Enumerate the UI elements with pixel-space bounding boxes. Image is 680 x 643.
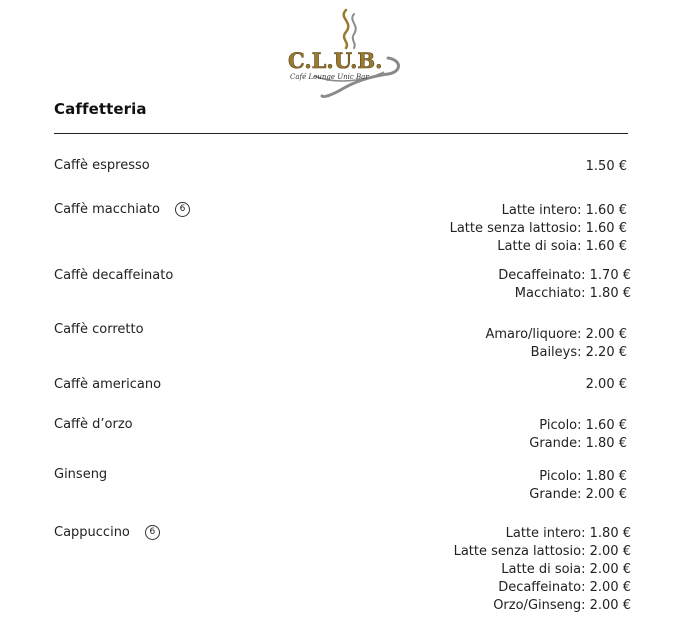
price-line: Latte intero: 1.80 € [505, 526, 631, 541]
menu-item-prices [485, 326, 627, 362]
menu-item-prices [586, 158, 627, 176]
menu-item-name: Caffè espresso [54, 158, 150, 173]
logo-tagline: Café Lounge Unic Bar [290, 73, 369, 81]
section-title: Caffetteria [54, 100, 147, 118]
menu-item-name: Caffè corretto [54, 322, 144, 337]
price-line: Baileys: 2.20 € [530, 345, 627, 360]
price-line: Grande: 1.80 € [529, 436, 627, 451]
price-line: Grande: 2.00 € [529, 487, 627, 502]
menu-item-name: Cappuccino 6 [54, 525, 160, 540]
allergen-badge: 6 [175, 202, 190, 217]
menu-item-prices [586, 376, 627, 394]
coffee-logo-icon [284, 6, 406, 102]
menu-item-name: Ginseng [54, 467, 108, 482]
price-line: Picolo: 1.80 € [539, 469, 627, 484]
price-line: Latte senza lattosio: 1.60 € [449, 221, 627, 236]
price-line: Amaro/liquore: 2.00 € [485, 327, 627, 342]
menu-item-prices [529, 417, 627, 453]
price-line: Picolo: 1.60 € [539, 418, 627, 433]
menu-item-name: Caffè decaffeinato [54, 268, 174, 283]
club-logo [284, 6, 406, 102]
price-line: 1.50 € [585, 159, 627, 174]
menu-item-name: Caffè macchiato 6 [54, 202, 190, 217]
price-line: Decaffeinato: 1.70 € [498, 268, 631, 283]
price-line: Orzo/Ginseng: 2.00 € [493, 598, 631, 613]
price-line: Latte di soia: 2.00 € [501, 562, 631, 577]
section-divider [54, 133, 628, 134]
price-line: Latte intero: 1.60 € [501, 203, 627, 218]
price-line: 2.00 € [585, 377, 627, 392]
allergen-badge: 6 [145, 525, 160, 540]
price-line: Latte di soia: 1.60 € [497, 239, 627, 254]
logo-wordmark: C.L.U.B. [288, 48, 383, 73]
price-line: Latte senza lattosio: 2.00 € [453, 544, 631, 559]
menu-item-prices [454, 525, 631, 615]
price-line: Macchiato: 1.80 € [514, 286, 631, 301]
menu-item-name: Caffè d’orzo [54, 417, 133, 432]
menu-item-name: Caffè americano [54, 377, 162, 392]
menu-item-prices [498, 267, 631, 303]
price-line: Decaffeinato: 2.00 € [498, 580, 631, 595]
menu-item-prices [529, 468, 627, 504]
menu-item-prices [450, 202, 627, 256]
